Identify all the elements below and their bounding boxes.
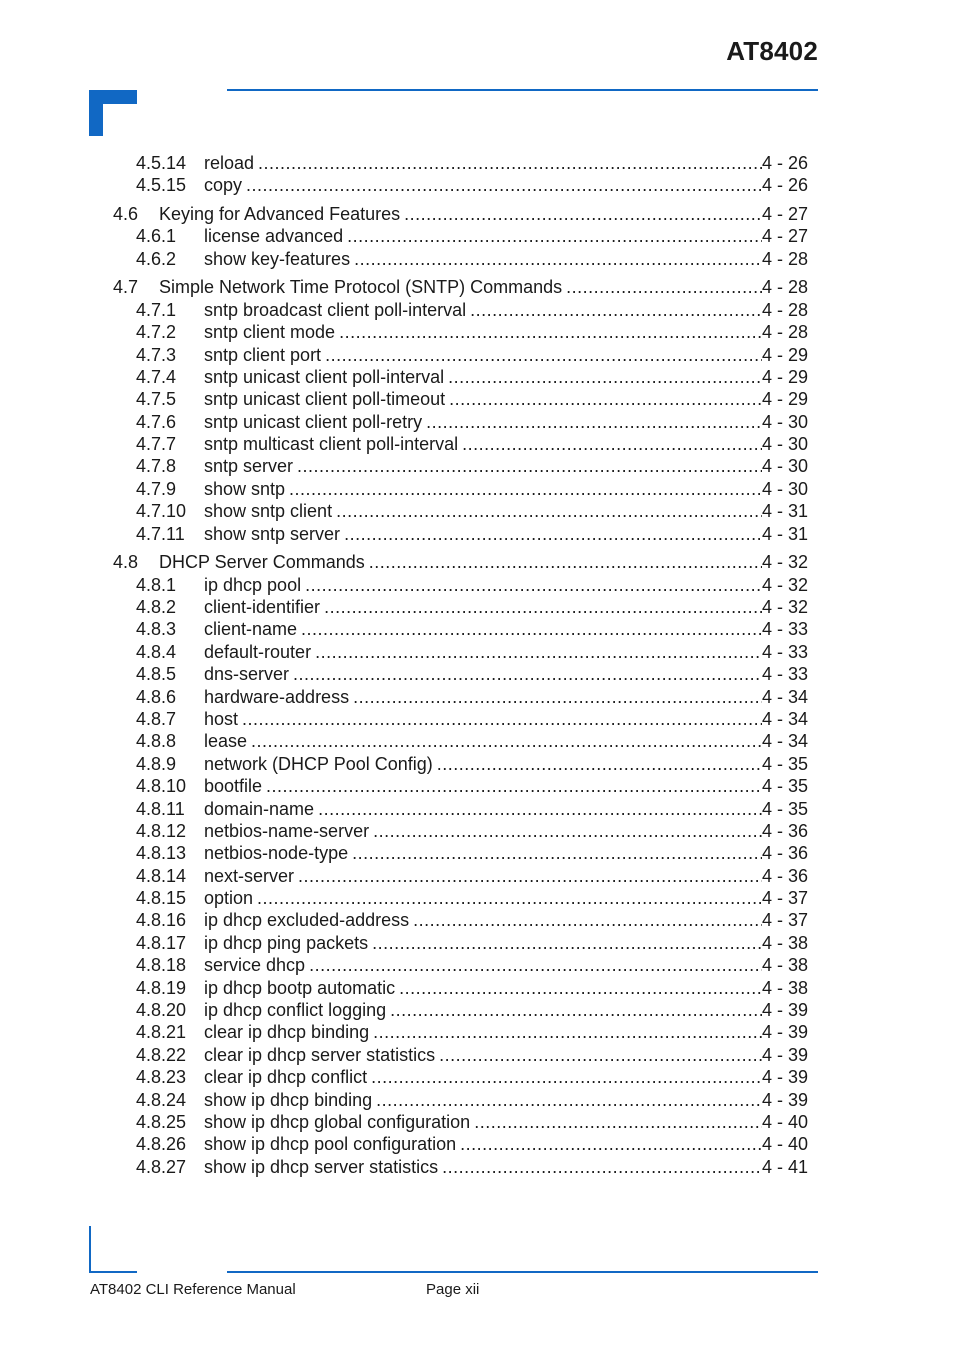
toc-entry-body: [204, 663, 808, 685]
toc-entry-label: sntp client mode: [204, 322, 336, 343]
toc-entry-number: 4.8.16: [136, 910, 187, 931]
toc-entry-page: 4 - 39: [761, 1089, 808, 1110]
toc-entry-label: dns-server: [204, 664, 290, 685]
toc-entry-body: [159, 276, 808, 298]
toc-dot-leader: [566, 276, 762, 298]
toc-entry-number: 4.7.1: [136, 299, 177, 320]
toc-entry-page: 4 - 30: [761, 411, 808, 432]
toc-entry-number: 4.7.8: [136, 456, 177, 477]
toc-entry-page: 4 - 32: [761, 552, 808, 573]
toc-entry-label: copy: [204, 175, 243, 196]
toc-entry-label: ip dhcp pool: [204, 574, 302, 595]
toc-entry-page: 4 - 30: [761, 456, 808, 477]
toc-dot-leader: [413, 909, 762, 931]
toc-entry-label: show sntp client: [204, 501, 333, 522]
toc-entry-page: 4 - 33: [761, 641, 808, 662]
toc-entry[interactable]: [0, 708, 954, 730]
table-of-contents: [0, 152, 954, 1178]
toc-entry[interactable]: [0, 174, 954, 196]
toc-entry-page: 4 - 37: [761, 888, 808, 909]
toc-dot-leader: [369, 551, 762, 573]
toc-entry-page: 4 - 29: [761, 366, 808, 387]
toc-entry-label: bootfile: [204, 776, 263, 797]
toc-entry-label: netbios-name-server: [204, 820, 370, 841]
toc-entry-number: 4.8.9: [136, 753, 177, 774]
toc-entry-body: [204, 977, 808, 999]
toc-entry-number: 4.8.7: [136, 708, 177, 729]
toc-entry-body: [204, 248, 808, 270]
toc-entry-page: 4 - 38: [761, 955, 808, 976]
toc-entry-number: 4.8.15: [136, 888, 187, 909]
toc-entry-page: 4 - 37: [761, 910, 808, 931]
toc-entry-label: reload: [204, 153, 255, 173]
toc-entry-number: 4.8.26: [136, 1134, 187, 1155]
toc-entry-page: 4 - 35: [761, 798, 808, 819]
toc-dot-leader: [390, 999, 762, 1021]
footer-rule: [227, 1271, 818, 1273]
toc-entry[interactable]: [0, 500, 954, 522]
toc-entry-body: [204, 1089, 808, 1111]
toc-entry-number: 4.8.14: [136, 865, 187, 886]
toc-entry-label: ip dhcp excluded-address: [204, 910, 410, 931]
toc-entry-page: 4 - 39: [761, 1067, 808, 1088]
toc-entry[interactable]: [0, 1044, 954, 1066]
toc-dot-leader: [315, 641, 762, 663]
toc-entry-label: ip dhcp ping packets: [204, 932, 369, 953]
toc-entry-label: network (DHCP Pool Config): [204, 753, 433, 774]
toc-entry-number: 4.8.20: [136, 1000, 187, 1021]
toc-entry-body: [204, 225, 808, 247]
toc-entry-label: client-name: [204, 619, 298, 640]
toc-entry-body: [204, 909, 808, 931]
toc-entry-number: 4.8.17: [136, 932, 187, 953]
toc-entry[interactable]: [0, 865, 954, 887]
toc-dot-leader: [325, 344, 762, 366]
toc-entry-page: 4 - 35: [761, 776, 808, 797]
toc-entry[interactable]: [0, 909, 954, 931]
toc-entry-label: clear ip dhcp binding: [204, 1022, 370, 1043]
toc-entry[interactable]: [0, 753, 954, 775]
toc-dot-leader: [257, 887, 762, 909]
toc-entry-body: [204, 865, 808, 887]
toc-entry-number: 4.7.10: [136, 501, 187, 522]
toc-entry-label: show ip dhcp server statistics: [204, 1156, 439, 1177]
toc-entry-number: 4.8.24: [136, 1089, 187, 1110]
toc-entry-label: ip dhcp bootp automatic: [204, 977, 396, 998]
toc-entry-number: 4.8.27: [136, 1156, 187, 1177]
toc-entry[interactable]: [0, 203, 954, 225]
toc-entry-body: [204, 299, 808, 321]
toc-entry-number: 4.7.11: [136, 523, 185, 544]
toc-entry[interactable]: [0, 388, 954, 410]
toc-entry-number: 4.8.6: [136, 686, 177, 707]
toc-dot-leader: [297, 455, 762, 477]
toc-entry-number: 4.8.4: [136, 641, 177, 662]
toc-entry[interactable]: [0, 1133, 954, 1155]
toc-dot-leader: [474, 1111, 762, 1133]
toc-entry[interactable]: [0, 932, 954, 954]
toc-entry[interactable]: [0, 596, 954, 618]
toc-entry-body: [204, 708, 808, 730]
toc-dot-leader: [437, 753, 762, 775]
toc-entry[interactable]: [0, 730, 954, 752]
toc-entry[interactable]: [0, 574, 954, 596]
toc-entry[interactable]: [0, 999, 954, 1021]
toc-entry[interactable]: [0, 433, 954, 455]
toc-entry-body: [204, 152, 808, 174]
toc-entry-number: 4.7: [113, 277, 139, 298]
toc-entry-number: 4.8.19: [136, 977, 187, 998]
toc-entry[interactable]: [0, 225, 954, 247]
toc-entry-label: clear ip dhcp conflict: [204, 1067, 368, 1088]
toc-entry-page: 4 - 34: [761, 686, 808, 707]
toc-entry-number: 4.5.14: [136, 153, 187, 173]
toc-entry-body: [204, 574, 808, 596]
footer-bracket-horizontal: [89, 1271, 137, 1273]
toc-entry-body: [204, 1156, 808, 1178]
toc-entry-label: Simple Network Time Protocol (SNTP) Commands: [159, 277, 563, 298]
toc-entry-body: [204, 1044, 808, 1066]
document-title: AT8402: [726, 36, 818, 66]
toc-entry-number: 4.7.2: [136, 322, 177, 343]
toc-entry-label: show ip dhcp pool configuration: [204, 1134, 457, 1155]
toc-entry-page: 4 - 36: [761, 843, 808, 864]
toc-entry-body: [204, 366, 808, 388]
toc-entry-body: [204, 798, 808, 820]
toc-entry[interactable]: [0, 820, 954, 842]
toc-dot-leader: [324, 596, 762, 618]
toc-entry[interactable]: [0, 1156, 954, 1178]
toc-dot-leader: [309, 954, 762, 976]
toc-dot-leader: [298, 865, 762, 887]
toc-entry-page: 4 - 27: [761, 226, 808, 247]
toc-entry-page: 4 - 29: [761, 389, 808, 410]
toc-entry-body: [159, 551, 808, 573]
toc-entry-number: 4.5.15: [136, 175, 187, 196]
toc-entry-label: client-identifier: [204, 596, 321, 617]
toc-entry-body: [204, 775, 808, 797]
toc-entry-page: 4 - 38: [761, 932, 808, 953]
toc-entry-body: [204, 478, 808, 500]
toc-entry-page: 4 - 34: [761, 731, 808, 752]
toc-entry-page: 4 - 35: [761, 753, 808, 774]
toc-entry[interactable]: [0, 798, 954, 820]
footer-manual-title: AT8402 CLI Reference Manual: [90, 1281, 296, 1298]
toc-entry-page: 4 - 31: [761, 523, 808, 544]
toc-entry-number: 4.8.8: [136, 731, 177, 752]
toc-dot-leader: [251, 730, 762, 752]
toc-entry-page: 4 - 27: [761, 203, 808, 224]
toc-entry[interactable]: [0, 663, 954, 685]
toc-entry-body: [204, 999, 808, 1021]
toc-entry-number: 4.8.10: [136, 776, 187, 797]
toc-entry-number: 4.8.5: [136, 664, 177, 685]
toc-dot-leader: [293, 663, 762, 685]
toc-entry-number: 4.6.1: [136, 226, 177, 247]
toc-dot-leader: [318, 798, 762, 820]
toc-dot-leader: [399, 977, 762, 999]
toc-entry-number: 4.8.21: [136, 1022, 187, 1043]
toc-entry-body: [204, 932, 808, 954]
toc-entry-label: next-server: [204, 865, 295, 886]
toc-dot-leader: [460, 1133, 762, 1155]
toc-entry-body: [204, 730, 808, 752]
toc-entry[interactable]: [0, 248, 954, 270]
toc-entry-label: service dhcp: [204, 955, 306, 976]
toc-dot-leader: [266, 775, 762, 797]
toc-entry-label: show sntp: [204, 478, 286, 499]
toc-dot-leader: [371, 1066, 762, 1088]
toc-entry-label: show sntp server: [204, 523, 341, 544]
toc-entry-body: [204, 174, 808, 196]
toc-dot-leader: [344, 523, 762, 545]
toc-entry-number: 4.8.23: [136, 1067, 187, 1088]
toc-entry-label: license advanced: [204, 226, 344, 247]
toc-entry-body: [204, 887, 808, 909]
toc-entry-page: 4 - 29: [761, 344, 808, 365]
toc-entry-label: show ip dhcp global configuration: [204, 1111, 471, 1132]
toc-entry-page: 4 - 33: [761, 664, 808, 685]
toc-entry[interactable]: [0, 686, 954, 708]
toc-entry-number: 4.7.9: [136, 478, 177, 499]
toc-entry-body: [204, 455, 808, 477]
toc-entry-body: [204, 321, 808, 343]
toc-entry-body: [204, 500, 808, 522]
toc-entry-label: host: [204, 708, 239, 729]
toc-entry-page: 4 - 28: [761, 277, 808, 298]
toc-entry-label: default-router: [204, 641, 312, 662]
toc-entry-number: 4.6: [113, 203, 139, 224]
toc-dot-leader: [449, 388, 762, 410]
toc-dot-leader: [353, 686, 762, 708]
toc-dot-leader: [470, 299, 762, 321]
toc-dot-leader: [448, 366, 762, 388]
toc-dot-leader: [301, 618, 762, 640]
toc-dot-leader: [242, 708, 762, 730]
toc-entry-number: 4.8.12: [136, 820, 187, 841]
toc-dot-leader: [289, 478, 762, 500]
toc-entry-body: [204, 523, 808, 545]
toc-entry[interactable]: [0, 152, 954, 174]
toc-entry-label: show key-features: [204, 248, 351, 269]
toc-entry-number: 4.8.13: [136, 843, 187, 864]
toc-entry-label: sntp client port: [204, 344, 322, 365]
toc-entry-number: 4.7.3: [136, 344, 177, 365]
toc-entry[interactable]: [0, 954, 954, 976]
toc-entry[interactable]: [0, 618, 954, 640]
toc-entry[interactable]: [0, 523, 954, 545]
toc-entry[interactable]: [0, 299, 954, 321]
toc-entry-page: 4 - 39: [761, 1044, 808, 1065]
toc-entry-body: [204, 1133, 808, 1155]
toc-dot-leader: [339, 321, 762, 343]
toc-entry-number: 4.7.4: [136, 366, 177, 387]
toc-entry-number: 4.8.1: [136, 574, 177, 595]
toc-entry-body: [204, 1021, 808, 1043]
toc-entry-page: 4 - 39: [761, 1000, 808, 1021]
toc-entry-body: [204, 618, 808, 640]
toc-entry[interactable]: [0, 321, 954, 343]
toc-dot-leader: [372, 932, 762, 954]
toc-entry[interactable]: [0, 411, 954, 433]
toc-entry[interactable]: [0, 1089, 954, 1111]
corner-mark-vertical: [89, 90, 103, 136]
toc-entry-number: 4.8: [113, 552, 139, 573]
toc-entry-label: sntp server: [204, 456, 294, 477]
toc-entry-label: netbios-node-type: [204, 843, 349, 864]
toc-entry-label: hardware-address: [204, 686, 350, 707]
toc-entry-page: 4 - 39: [761, 1022, 808, 1043]
toc-dot-leader: [373, 1021, 762, 1043]
toc-entry[interactable]: [0, 775, 954, 797]
toc-entry-body: [204, 842, 808, 864]
toc-entry-number: 4.8.22: [136, 1044, 187, 1065]
footer-page-number: Page xii: [426, 1281, 480, 1298]
toc-entry[interactable]: [0, 366, 954, 388]
toc-entry-label: clear ip dhcp server statistics: [204, 1044, 436, 1065]
toc-entry-label: option: [204, 888, 254, 909]
toc-entry-page: 4 - 26: [761, 153, 808, 173]
toc-entry[interactable]: [0, 1111, 954, 1133]
toc-entry-body: [204, 641, 808, 663]
toc-dot-leader: [305, 574, 762, 596]
toc-entry-page: 4 - 33: [761, 619, 808, 640]
toc-dot-leader: [442, 1156, 762, 1178]
toc-entry[interactable]: [0, 842, 954, 864]
toc-dot-leader: [246, 174, 762, 196]
toc-entry-label: Keying for Advanced Features: [159, 203, 401, 224]
toc-entry-page: 4 - 32: [761, 574, 808, 595]
toc-entry-number: 4.6.2: [136, 248, 177, 269]
toc-entry-page: 4 - 30: [761, 434, 808, 455]
toc-entry-body: [204, 1111, 808, 1133]
toc-entry[interactable]: [0, 977, 954, 999]
toc-entry-body: [204, 954, 808, 976]
toc-entry-page: 4 - 41: [761, 1156, 808, 1177]
toc-entry-page: 4 - 34: [761, 708, 808, 729]
toc-entry-body: [204, 1066, 808, 1088]
toc-entry-page: 4 - 30: [761, 478, 808, 499]
toc-entry-page: 4 - 31: [761, 501, 808, 522]
footer-bracket-vertical: [89, 1226, 91, 1272]
toc-entry-number: 4.8.2: [136, 596, 177, 617]
toc-entry-label: ip dhcp conflict logging: [204, 1000, 387, 1021]
toc-entry[interactable]: [0, 1021, 954, 1043]
toc-entry-body: [204, 388, 808, 410]
toc-entry[interactable]: [0, 641, 954, 663]
toc-entry-label: sntp multicast client poll-interval: [204, 434, 459, 455]
toc-entry-number: 4.8.18: [136, 955, 187, 976]
toc-entry[interactable]: [0, 478, 954, 500]
toc-entry-page: 4 - 38: [761, 977, 808, 998]
toc-entry[interactable]: [0, 887, 954, 909]
toc-entry-body: [204, 433, 808, 455]
toc-entry-page: 4 - 28: [761, 248, 808, 269]
toc-entry[interactable]: [0, 1066, 954, 1088]
toc-entry-label: sntp unicast client poll-timeout: [204, 389, 446, 410]
toc-entry[interactable]: [0, 551, 954, 573]
toc-entry-page: 4 - 36: [761, 820, 808, 841]
toc-dot-leader: [404, 203, 762, 225]
toc-entry-body: [204, 344, 808, 366]
toc-entry-number: 4.8.11: [136, 798, 185, 819]
toc-entry-label: domain-name: [204, 798, 315, 819]
toc-dot-leader: [426, 411, 762, 433]
toc-entry-number: 4.7.6: [136, 411, 177, 432]
toc-entry[interactable]: [0, 344, 954, 366]
toc-entry-page: 4 - 40: [761, 1111, 808, 1132]
toc-dot-leader: [462, 433, 762, 455]
toc-dot-leader: [439, 1044, 762, 1066]
toc-entry-page: 4 - 28: [761, 299, 808, 320]
toc-dot-leader: [336, 500, 762, 522]
header-rule: [227, 89, 818, 91]
toc-entry-page: 4 - 40: [761, 1134, 808, 1155]
toc-entry-number: 4.8.3: [136, 619, 177, 640]
toc-entry-body: [159, 203, 808, 225]
corner-logo-mark: [89, 90, 137, 136]
toc-entry-label: sntp unicast client poll-retry: [204, 411, 423, 432]
toc-entry-page: 4 - 28: [761, 322, 808, 343]
toc-entry-label: DHCP Server Commands: [159, 552, 365, 573]
toc-entry-number: 4.8.25: [136, 1111, 187, 1132]
toc-entry-page: 4 - 36: [761, 865, 808, 886]
toc-entry-body: [204, 686, 808, 708]
toc-entry-label: lease: [204, 731, 248, 752]
toc-entry-body: [204, 753, 808, 775]
toc-entry-label: show ip dhcp binding: [204, 1089, 373, 1110]
toc-entry-page: 4 - 32: [761, 596, 808, 617]
toc-dot-leader: [373, 820, 762, 842]
toc-entry-number: 4.7.7: [136, 434, 177, 455]
toc-entry[interactable]: [0, 455, 954, 477]
toc-dot-leader: [354, 248, 762, 270]
toc-entry-page: 4 - 26: [761, 175, 808, 196]
toc-entry-number: 4.7.5: [136, 389, 177, 410]
toc-entry[interactable]: [0, 276, 954, 298]
toc-dot-leader: [352, 842, 762, 864]
toc-entry-body: [204, 820, 808, 842]
toc-entry-body: [204, 596, 808, 618]
toc-entry-body: [204, 411, 808, 433]
toc-entry-label: sntp broadcast client poll-interval: [204, 299, 467, 320]
toc-dot-leader: [347, 225, 762, 247]
toc-dot-leader: [376, 1089, 762, 1111]
toc-entry-label: sntp unicast client poll-interval: [204, 366, 445, 387]
toc-dot-leader: [258, 152, 762, 174]
